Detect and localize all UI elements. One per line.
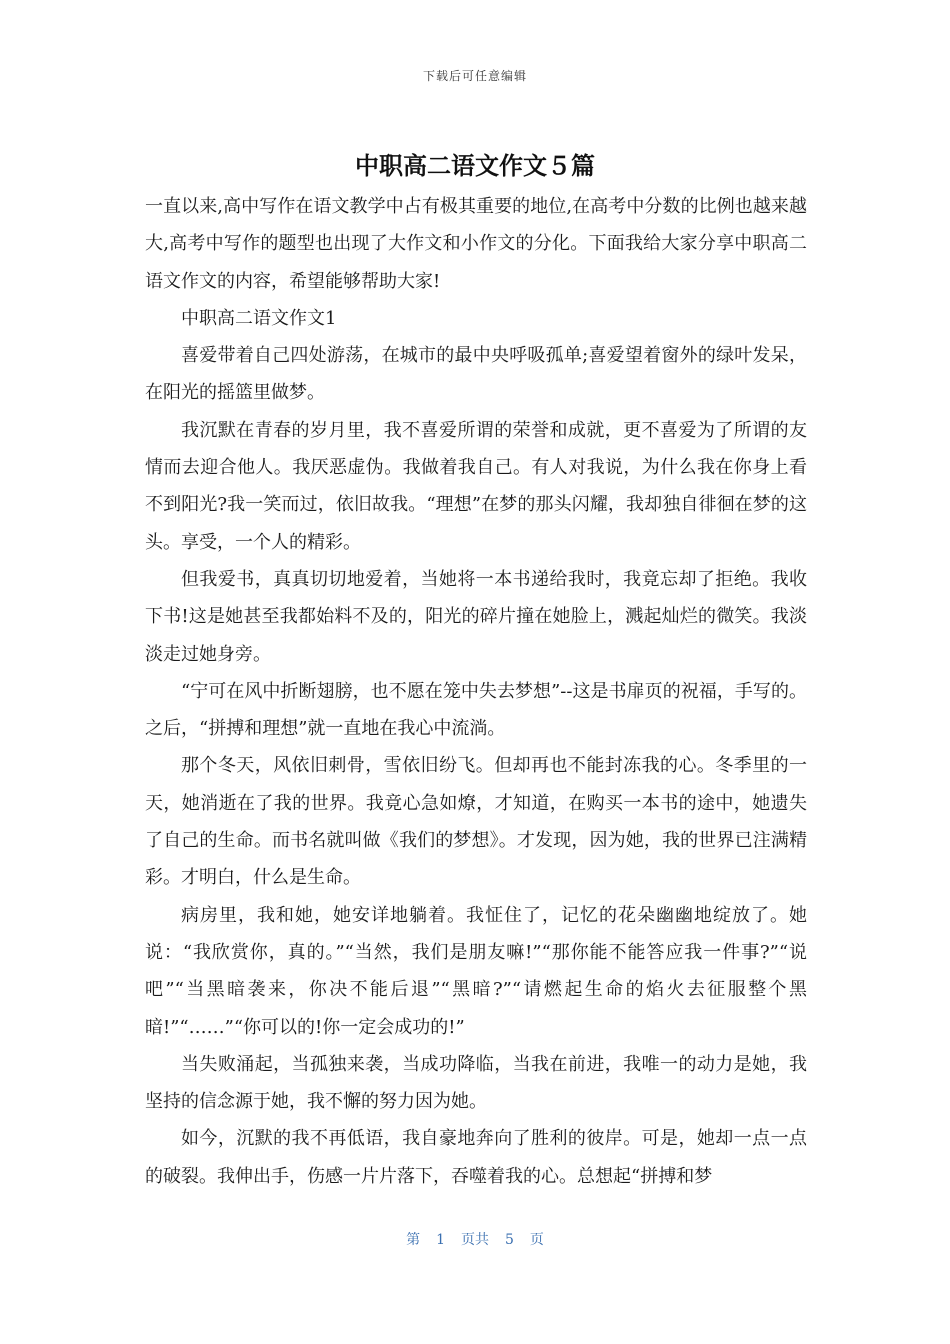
intro-paragraph: 一直以来,高中写作在语文教学中占有极其重要的地位,在高考中分数的比例也越来越大,高考中写作的题型也出现了大作文和小作文的分化。下面我给大家分享中职高二语文作文的内容，希望能够帮助大家! — [145, 196, 807, 292]
page-footer — [0, 1229, 950, 1249]
body-paragraph: 那个冬天，风依旧刺骨，雪依旧纷飞。但却再也不能封冻我的心。冬季里的一天，她消逝在了我的世界。我竟心急如燎，才知道，在购买一本书的途中，她遗失了自己的生命。而书名就叫做《我们的梦想》。才发现，因为她，我的世界已注满精彩。才明白，什么是生命。 — [145, 755, 807, 889]
document-body — [145, 188, 807, 1195]
body-paragraph: 喜爱带着自己四处游荡，在城市的最中央呼吸孤单;喜爱望着窗外的绿叶发呆，在阳光的摇篮里做梦。 — [145, 345, 807, 404]
body-paragraph: 当失败涌起，当孤独来袭，当成功降临，当我在前进，我唯一的动力是她，我坚持的信念源于她，我不懈的努力因为她。 — [145, 1053, 807, 1113]
section-heading: 中职高二语文作文1 — [181, 307, 337, 329]
body-paragraph: 我沉默在青春的岁月里，我不喜爱所谓的荣誉和成就，更不喜爱为了所谓的友情而去迎合他人。我厌恶虚伪。我做着我自己。有人对我说，为什么我在你身上看不到阳光?我一笑而过，依旧故我。“理想”在梦的那头闪耀，我却独自徘徊在梦的这头。享受，一个人的精彩。 — [145, 419, 807, 553]
document-title: 中职高二语文作文５篇 — [355, 152, 595, 180]
body-paragraph: 如今，沉默的我不再低语，我自豪地奔向了胜利的彼岸。可是，她却一点一点的破裂。我伸出手，伤感一片片落下，吞噬着我的心。总想起“拼搏和梦 — [145, 1128, 807, 1187]
page-label-suffix: 页 — [529, 1232, 544, 1248]
body-paragraph: 病房里，我和她，她安详地躺着。我怔住了，记忆的花朵幽幽地绽放了。她说：“我欣赏你，真的。”“当然，我们是朋友嘛!”“那你能不能答应我一件事?”“说吧”“当黑暗袭来，你决不能后退”“黑暗?”“请燃起生命的焰火去征服整个黑暗!”“……”“你可以的!你一定会成功的!” — [145, 904, 807, 1038]
body-paragraph: “宁可在风中折断翅膀，也不愿在笼中失去梦想”--这是书扉页的祝福，手写的。之后，“拼搏和理想”就一直地在我心中流淌。 — [145, 680, 807, 740]
page-header-note: 下载后可任意编辑 — [422, 69, 527, 83]
page-number-current: 1 — [436, 1232, 445, 1248]
page-label-mid: 页共 — [461, 1232, 489, 1248]
page-label-prefix: 第 — [406, 1232, 421, 1248]
body-paragraph: 但我爱书，真真切切地爱着，当她将一本书递给我时，我竟忘却了拒绝。我收下书!这是她甚至我都始料不及的，阳光的碎片撞在她脸上，溅起灿烂的微笑。我淡淡走过她身旁。 — [145, 568, 807, 665]
page-number-total: 5 — [505, 1232, 514, 1248]
